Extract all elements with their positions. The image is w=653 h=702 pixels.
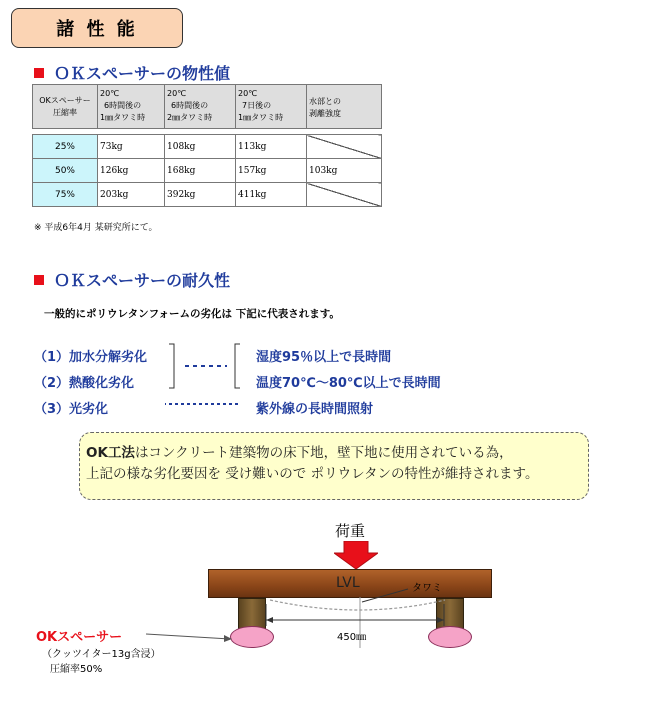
deflection-label: タワミ [412, 583, 442, 594]
callout-keyword: OK工法 [86, 445, 135, 461]
right-bracket [235, 344, 240, 388]
section-heading-text: ＯＫスペーサーの物性値 [54, 64, 231, 83]
intro-text: 一般的にポリウレタンフォームの劣化は 下記に代表されます。 [44, 308, 340, 320]
degradation-item: （2）熱酸化劣化 [34, 376, 135, 391]
value-cell: 411kg [236, 183, 307, 207]
value-cell: 126kg [98, 159, 165, 183]
section-heading-properties [34, 61, 230, 84]
beam-label: LVL [336, 575, 360, 591]
table-header-cell: 水部との 剥離強度 [307, 85, 382, 129]
table-header-row [33, 85, 382, 129]
empty-diagonal-cell [307, 183, 382, 207]
table-row [33, 135, 382, 159]
value-cell: 168kg [165, 159, 236, 183]
table-header-cell: 20℃ 6時間後の 1㎜タワミ時 [98, 85, 165, 129]
bullet-square-icon [34, 275, 44, 285]
degradation-item: （1）加水分解劣化 [34, 350, 148, 365]
deflection-and-span-lines [200, 580, 500, 670]
properties-table [32, 84, 382, 207]
ratio-cell: 75% [33, 183, 98, 207]
source-note: ※ 平成6年4月 某研究所にて。 [34, 223, 158, 233]
span-arrow-left-icon [266, 617, 273, 623]
table-header-cell: OKスペーサー 圧縮率 [33, 85, 98, 129]
span-arrow-right-icon [437, 617, 444, 623]
bracket-connectors [165, 342, 265, 420]
callout-line1: はコンクリート建築物の床下地，壁下地に使用されている為， [134, 445, 513, 461]
value-cell: 113kg [236, 135, 307, 159]
table-header-cell: 20℃ 7日後の 1㎜タワミ時 [236, 85, 307, 129]
span-label: 450㎜ [337, 632, 367, 643]
value-cell: 73kg [98, 135, 165, 159]
value-cell: 392kg [165, 183, 236, 207]
spacer-description: （クッツイター13g含浸） [42, 649, 161, 660]
table-row [33, 183, 382, 207]
condition-text: 湿度95％以上で長時間 [256, 350, 392, 365]
value-cell: 108kg [165, 135, 236, 159]
page-title: 諸 性 能 [11, 8, 183, 48]
ratio-cell: 25% [33, 135, 98, 159]
degradation-item: （3）光劣化 [34, 402, 109, 417]
load-label: 荷重 [335, 522, 366, 540]
deflection-leader [362, 589, 408, 602]
section-heading-text: ＯＫスペーサーの耐久性 [54, 271, 231, 290]
empty-diagonal-cell [307, 135, 382, 159]
value-cell: 203kg [98, 183, 165, 207]
callout-line2: 上記の様な劣化要因を 受け難いので ポリウレタンの特性が維持されます。 [86, 466, 539, 482]
condition-text: 紫外線の長時間照射 [256, 402, 374, 417]
explanation-callout [79, 432, 589, 500]
spacer-compression: 圧縮率50% [50, 664, 103, 675]
load-arrow-icon [334, 541, 378, 569]
ratio-cell: 50% [33, 159, 98, 183]
section-heading-durability [34, 268, 230, 291]
spacer-name: OKスペーサー [36, 630, 123, 645]
bullet-square-icon [34, 68, 44, 78]
value-cell: 103kg [307, 159, 382, 183]
table-header-cell: 20℃ 6時間後の 2㎜タワミ時 [165, 85, 236, 129]
condition-text: 温度70℃～80℃以上で長時間 [256, 376, 441, 391]
deflection-curve [270, 600, 445, 610]
spacer-leader-arrow [146, 630, 236, 644]
value-cell: 157kg [236, 159, 307, 183]
left-bracket [169, 344, 174, 388]
table-row [33, 159, 382, 183]
